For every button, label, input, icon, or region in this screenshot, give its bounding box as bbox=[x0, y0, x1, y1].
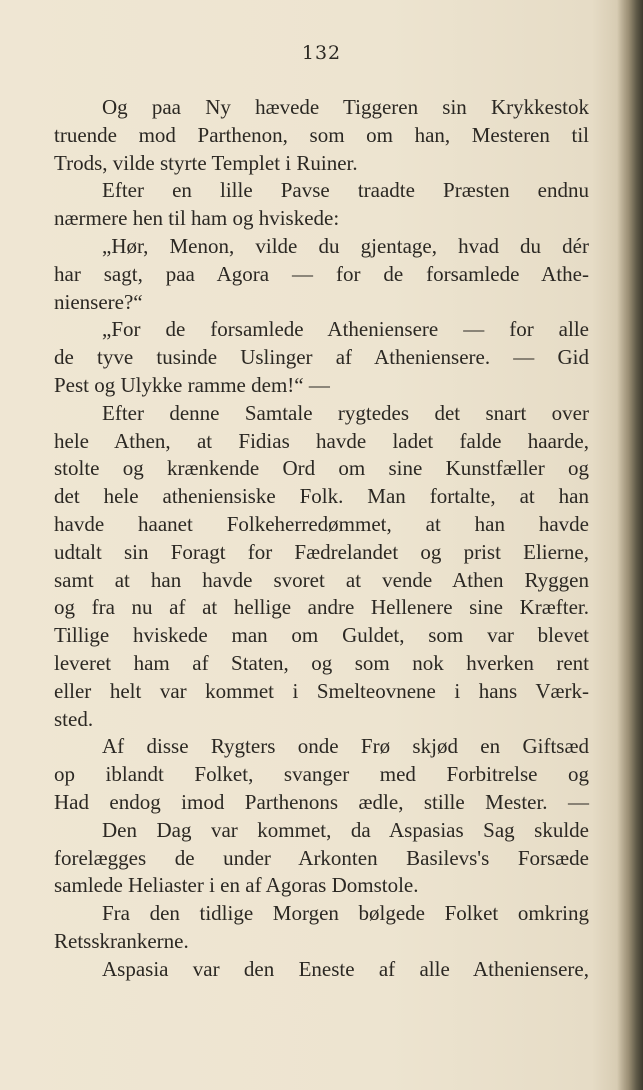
text-line: forelægges de under Arkonten Basilevs's Forsæde bbox=[54, 845, 589, 870]
text-line: og fra nu af at hellige andre Hellenere sine Kræfter. bbox=[54, 595, 589, 620]
body-text bbox=[54, 94, 589, 984]
text-line: leveret ham af Staten, og som nok hverken rent bbox=[54, 650, 589, 675]
text-line: havde haanet Folkeherredømmet, at han havde bbox=[54, 511, 589, 536]
text-line: det hele atheniensiske Folk. Man fortalte, at han bbox=[54, 484, 589, 509]
text-line: samlede Heliaster i en af Agoras Domstole. bbox=[54, 873, 419, 898]
text-line: har sagt, paa Agora — for de forsamlede Athe- bbox=[54, 261, 589, 286]
text-line: Trods, vilde styrte Templet i Ruiner. bbox=[54, 150, 358, 175]
text-line: de tyve tusinde Uslinger af Atheniensere. — Gid bbox=[54, 345, 589, 370]
text-line: udtalt sin Foragt for Fædrelandet og prist Elierne, bbox=[54, 539, 589, 564]
text-line: truende mod Parthenon, som om han, Mesteren til bbox=[54, 122, 589, 147]
text-line: Fra den tidlige Morgen bølgede Folket omkring bbox=[102, 901, 589, 926]
text-line: samt at han havde svoret at vende Athen Ryggen bbox=[54, 567, 589, 592]
text-line: hele Athen, at Fidias havde ladet falde haarde, bbox=[54, 428, 589, 453]
text-line: Den Dag var kommet, da Aspasias Sag skulde bbox=[102, 817, 589, 842]
text-line: nærmere hen til ham og hviskede: bbox=[54, 206, 340, 231]
text-line: „For de forsamlede Atheniensere — for alle bbox=[102, 317, 589, 342]
text-line: sted. bbox=[54, 706, 94, 731]
text-line: Og paa Ny hævede Tiggeren sin Krykkestok bbox=[102, 95, 589, 119]
page-edge-shadow bbox=[617, 0, 643, 1090]
text-line: nienserе?“ bbox=[54, 289, 143, 314]
text-line: Aspasia var den Eneste af alle Atheniensere, bbox=[102, 956, 589, 981]
text-line: Efter denne Samtale rygtedes det snart over bbox=[102, 400, 589, 425]
text-line: Tillige hviskede man om Guldet, som var blevet bbox=[54, 623, 589, 648]
text-line: Efter en lille Pavse traadte Præsten endnu bbox=[102, 178, 589, 203]
text-line: stolte og krænkende Ord om sine Kunstfæller og bbox=[54, 456, 589, 481]
text-line: „Hør, Menon, vilde du gjentage, hvad du dér bbox=[102, 233, 589, 258]
text-line: op iblandt Folket, svanger med Forbitrelse og bbox=[54, 762, 589, 787]
page-number: 132 bbox=[301, 42, 342, 64]
text-line: eller helt var kommet i Smelteovnene i hans Værk- bbox=[54, 678, 589, 703]
text-line: Af disse Rygters onde Frø skjød en Giftsæd bbox=[102, 734, 589, 759]
text-line: Had endog imod Parthenons ædle, stille Mester. — bbox=[54, 789, 589, 814]
text-line: Pest og Ulykke ramme dem!“ — bbox=[54, 372, 330, 397]
text-line: Retsskrankerne. bbox=[54, 928, 189, 953]
